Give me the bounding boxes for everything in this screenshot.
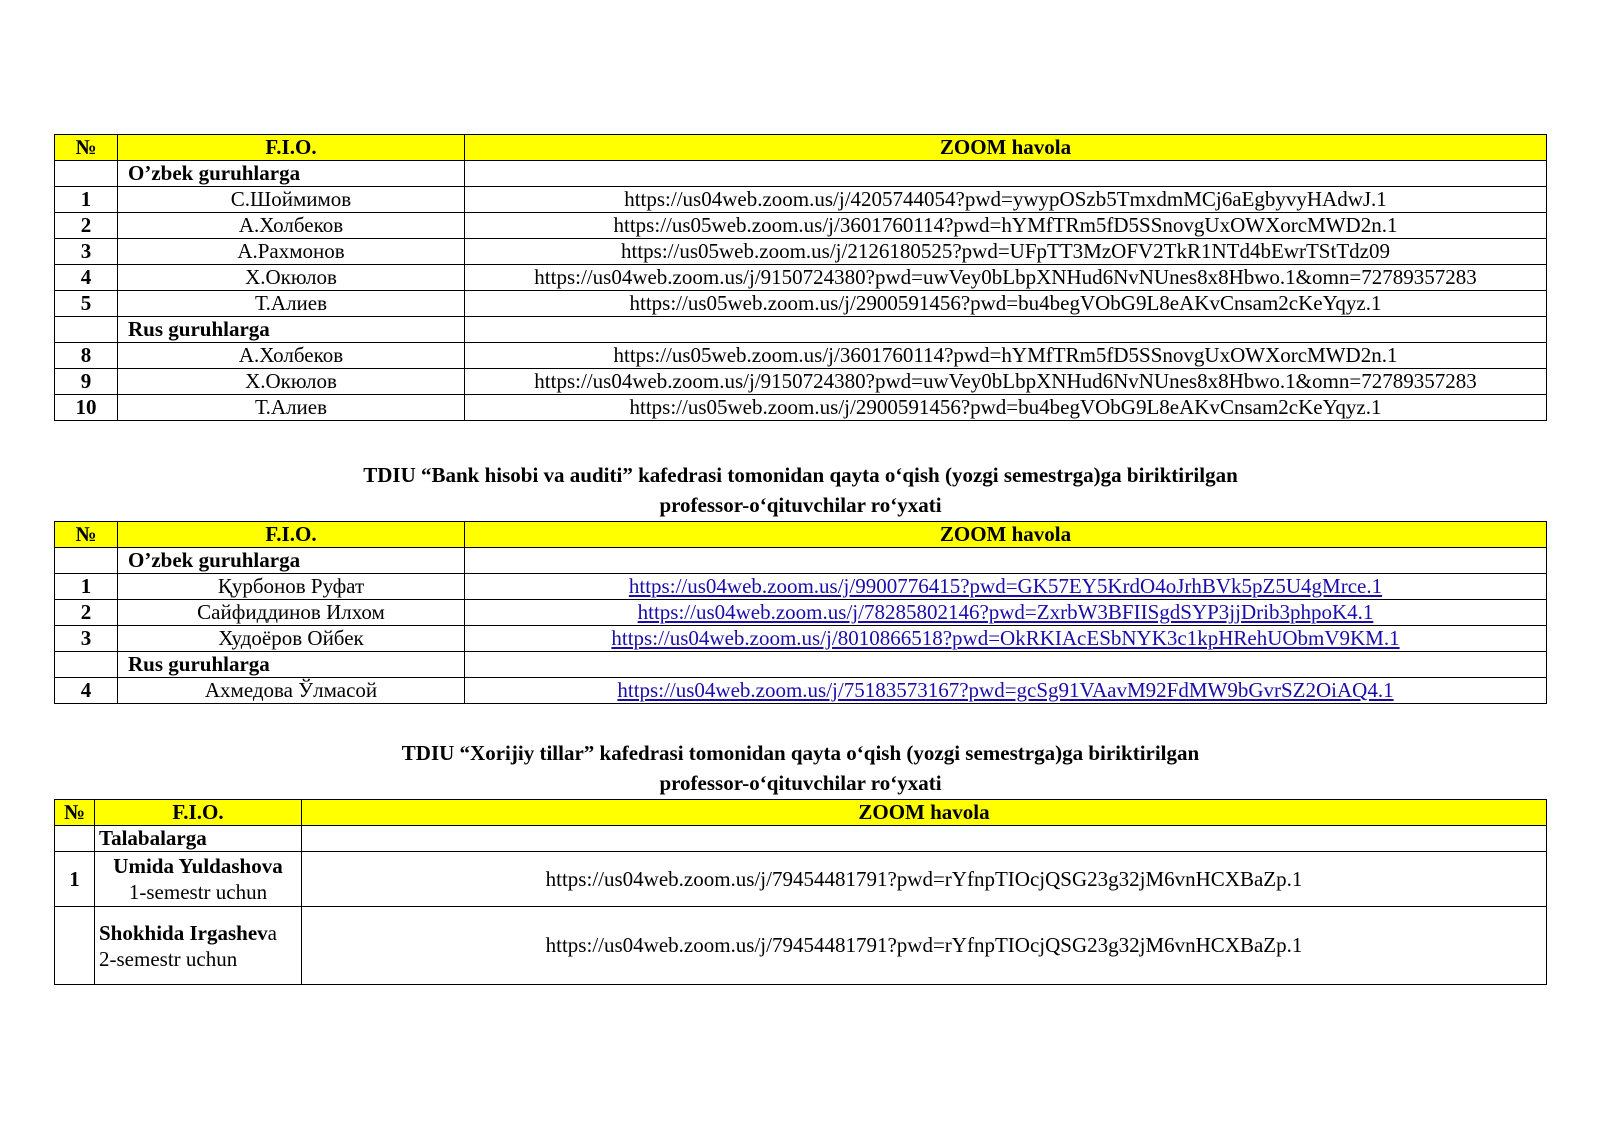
table-row	[55, 395, 1547, 421]
header-number: №	[55, 522, 118, 548]
table-row	[55, 265, 1547, 291]
row-name: А.Рахмонов	[118, 239, 465, 265]
table-row	[55, 291, 1547, 317]
row-name: С.Шоймимов	[118, 187, 465, 213]
row-number: 3	[55, 626, 118, 652]
row-zoom-link: https://us04web.zoom.us/j/4205744054?pwd=ywypOSzb5TmxdmMCj6aEgbyvyHAdwJ.1	[465, 187, 1547, 213]
title-line-2: professor-o‘qituvchilar ro‘yxati	[659, 771, 942, 795]
header-zoom-link: ZOOM havola	[302, 800, 1547, 826]
row-name: Х.Окюлов	[118, 369, 465, 395]
header-number: №	[55, 800, 95, 826]
row-name: Х.Окюлов	[118, 265, 465, 291]
section-row	[55, 161, 1547, 187]
table-row	[55, 678, 1547, 704]
row-name-rest: 1-semestr uchun	[128, 880, 268, 904]
table-row	[55, 343, 1547, 369]
table-row	[55, 213, 1547, 239]
table-row	[55, 574, 1547, 600]
row-name: Худоёров Ойбек	[118, 626, 465, 652]
zoom-table-3	[54, 799, 1547, 985]
header-zoom-link: ZOOM havola	[465, 522, 1547, 548]
row-name: А.Холбеков	[118, 213, 465, 239]
section-title-bank	[54, 460, 1547, 520]
row-number: 4	[55, 265, 118, 291]
section-row	[55, 652, 1547, 678]
table-header-row	[55, 135, 1547, 161]
row-name	[95, 852, 302, 907]
table-row	[55, 187, 1547, 213]
header-number: №	[55, 135, 118, 161]
header-fio: F.I.O.	[118, 522, 465, 548]
row-zoom-link: https://us04web.zoom.us/j/9150724380?pwd=uwVey0bLbpXNHud6NvNUnes8x8Hbwo.1&omn=72789357283	[465, 265, 1547, 291]
row-number: 10	[55, 395, 118, 421]
zoom-hyperlink[interactable]: https://us04web.zoom.us/j/9900776415?pwd=GK57EY5KrdO4oJrhBVk5pZ5U4gMrce.1	[628, 574, 1383, 598]
title-line-1: TDIU “Xorijiy tillar” kafedrasi tomonidan qayta o‘qish (yozgi semestrga)ga biriktirilgan	[401, 741, 1200, 765]
row-number: 9	[55, 369, 118, 395]
row-zoom-link: https://us05web.zoom.us/j/3601760114?pwd=hYMfTRm5fD5SSnovgUxOWXorcMWD2n.1	[465, 213, 1547, 239]
row-number: 8	[55, 343, 118, 369]
table-header-row	[55, 522, 1547, 548]
header-fio: F.I.O.	[118, 135, 465, 161]
row-number: 4	[55, 678, 118, 704]
section-row	[55, 317, 1547, 343]
zoom-table-2	[54, 521, 1547, 704]
row-name-rest: a 2-semestr uchun	[99, 920, 277, 971]
table-row	[55, 852, 1547, 907]
zoom-hyperlink[interactable]: https://us04web.zoom.us/j/8010866518?pwd=OkRKIAcESbNYK3c1kpHRehUObmV9KM.1	[611, 626, 1400, 650]
row-name: А.Холбеков	[118, 343, 465, 369]
row-name	[95, 907, 302, 985]
section-row	[55, 826, 1547, 852]
title-line-2: professor-o‘qituvchilar ro‘yxati	[659, 493, 942, 517]
row-number: 3	[55, 239, 118, 265]
section-label: Talabalarga	[95, 826, 302, 852]
table-row	[55, 626, 1547, 652]
table-row	[55, 239, 1547, 265]
section-title-foreign-languages	[54, 738, 1547, 798]
section-label: Rus guruhlarga	[118, 652, 465, 678]
row-zoom-link: https://us05web.zoom.us/j/2126180525?pwd=UFpTT3MzOFV2TkR1NTd4bEwrTStTdz09	[465, 239, 1547, 265]
row-name: Т.Алиев	[118, 291, 465, 317]
row-name: Т.Алиев	[118, 395, 465, 421]
table-row	[55, 600, 1547, 626]
table-header-row	[55, 800, 1547, 826]
zoom-hyperlink[interactable]: https://us04web.zoom.us/j/78285802146?pwd=ZxrbW3BFIISgdSYP3jjDrib3phpoK4.1	[637, 600, 1374, 624]
row-number: 2	[55, 600, 118, 626]
row-zoom-link: https://us05web.zoom.us/j/2900591456?pwd=bu4begVObG9L8eAKvCnsam2cKeYqyz.1	[465, 395, 1547, 421]
row-number: 1	[55, 574, 118, 600]
header-fio: F.I.O.	[95, 800, 302, 826]
row-zoom-link: https://us04web.zoom.us/j/9150724380?pwd=uwVey0bLbpXNHud6NvNUnes8x8Hbwo.1&omn=72789357283	[465, 369, 1547, 395]
title-line-1: TDIU “Bank hisobi va auditi” kafedrasi tomonidan qayta o‘qish (yozgi semestrga)ga biriktirilgan	[363, 463, 1238, 487]
section-row	[55, 548, 1547, 574]
row-zoom-link: https://us05web.zoom.us/j/3601760114?pwd=hYMfTRm5fD5SSnovgUxOWXorcMWD2n.1	[465, 343, 1547, 369]
table-row	[55, 369, 1547, 395]
section-label: O’zbek guruhlarga	[118, 548, 465, 574]
header-zoom-link: ZOOM havola	[465, 135, 1547, 161]
row-number: 5	[55, 291, 118, 317]
row-name: Қурбонов Руфат	[118, 574, 465, 600]
row-zoom-link: https://us05web.zoom.us/j/2900591456?pwd=bu4begVObG9L8eAKvCnsam2cKeYqyz.1	[465, 291, 1547, 317]
zoom-hyperlink[interactable]: https://us04web.zoom.us/j/75183573167?pwd=gcSg91VAavM92FdMW9bGvrSZ2OiAQ4.1	[617, 678, 1394, 702]
row-zoom-link: https://us04web.zoom.us/j/79454481791?pwd=rYfnpTIOcjQSG23g32jM6vnHCXBaZp.1	[302, 852, 1547, 907]
section-label: O’zbek guruhlarga	[118, 161, 465, 187]
row-name-bold: Umida Yuldashova	[113, 854, 283, 878]
row-name-bold: Shokhida Irgashev	[99, 920, 268, 945]
row-number	[55, 907, 95, 985]
table-row	[55, 907, 1547, 985]
row-name: Ахмедова Ўлмасой	[118, 678, 465, 704]
row-name: Сайфиддинов Илхом	[118, 600, 465, 626]
row-number: 1	[55, 187, 118, 213]
row-zoom-link: https://us04web.zoom.us/j/79454481791?pwd=rYfnpTIOcjQSG23g32jM6vnHCXBaZp.1	[302, 907, 1547, 985]
row-number: 1	[55, 852, 95, 907]
section-label: Rus guruhlarga	[118, 317, 465, 343]
zoom-table-1	[54, 134, 1547, 421]
row-number: 2	[55, 213, 118, 239]
